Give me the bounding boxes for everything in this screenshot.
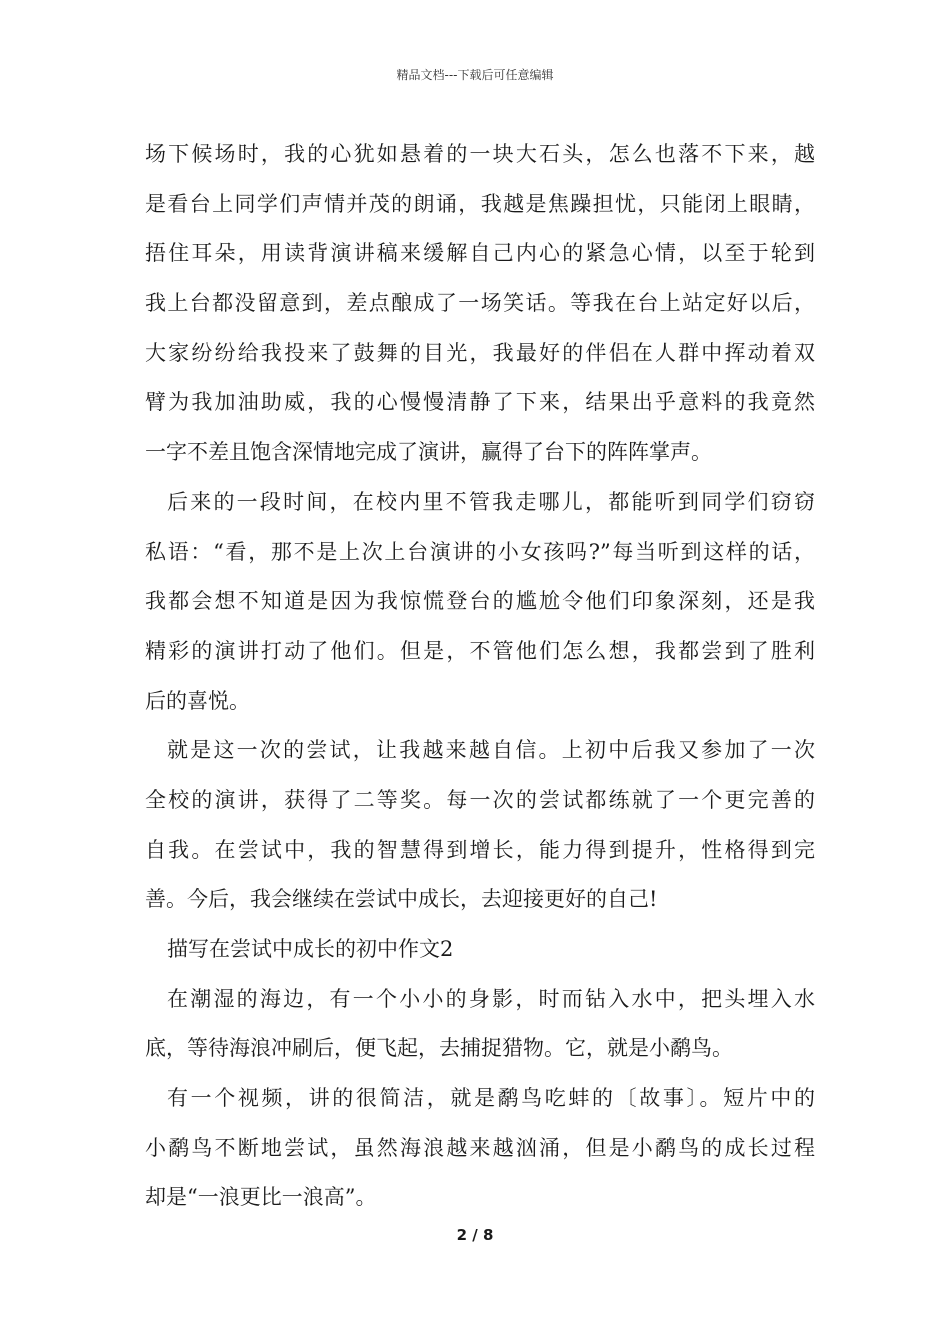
text-line: 大家纷纷给我投来了鼓舞的目光，我最好的伴侣在人群中挥动着双 [145,340,815,365]
text-line: 有一个视频，讲的很简洁，就是鹬鸟吃蚌的〔故事〕。短片中的 [167,1086,815,1111]
text-line: 是看台上同学们声情并茂的朗诵，我越是焦躁担忧，只能闭上眼睛， [145,191,815,216]
text-line: 后来的一段时间，在校内里不管我走哪儿，都能听到同学们窃窃 [167,489,815,514]
text-line: 小鹬鸟不断地尝试，虽然海浪越来越汹涌，但是小鹬鸟的成长过程 [145,1135,815,1160]
text-line: 在潮湿的海边，有一个小小的身影，时而钻入水中，把头埋入水 [167,986,815,1011]
text-line: 捂住耳朵，用读背演讲稿来缓解自己内心的紧急心情，以至于轮到 [145,241,815,266]
text-line: 全校的演讲，获得了二等奖。每一次的尝试都练就了一个更完善的 [145,787,815,812]
text-line: 后的喜悦。 [145,688,250,713]
page-header: 精品文档---下载后可任意编辑 [396,68,554,82]
text-line: 却是“一浪更比一浪高”。 [145,1185,377,1210]
text-line: 臂为我加油助威，我的心慢慢清静了下来，结果出乎意料的我竟然 [145,390,815,415]
text-line: 私语：“看，那不是上次上台演讲的小女孩吗?”每当听到这样的话， [145,539,815,564]
text-line: 就是这一次的尝试，让我越来越自信。上初中后我又参加了一次 [167,738,815,763]
text-line: 底，等待海浪冲刷后，便飞起，去捕捉猎物。它，就是小鹬鸟。 [145,1036,733,1061]
section-heading: 描写在尝试中成长的初中作文2 [167,937,454,961]
text-line: 我上台都没留意到，差点酿成了一场笑话。等我在台上站定好以后， [145,291,815,316]
document-body [145,130,815,1223]
text-line: 场下候场时，我的心犹如悬着的一块大石头，怎么也落不下来，越 [145,142,815,166]
text-line: 我都会想不知道是因为我惊慌登台的尴尬令他们印象深刻，还是我 [145,589,815,614]
page-number: 2 / 8 [456,1226,494,1244]
text-line: 自我。在尝试中，我的智慧得到增长，能力得到提升，性格得到完 [145,837,815,862]
text-line: 一字不差且饱含深情地完成了演讲，赢得了台下的阵阵掌声。 [145,440,712,465]
text-line: 善。今后，我会继续在尝试中成长，去迎接更好的自己! [145,887,658,912]
text-line: 精彩的演讲打动了他们。但是，不管他们怎么想，我都尝到了胜利 [145,638,815,663]
